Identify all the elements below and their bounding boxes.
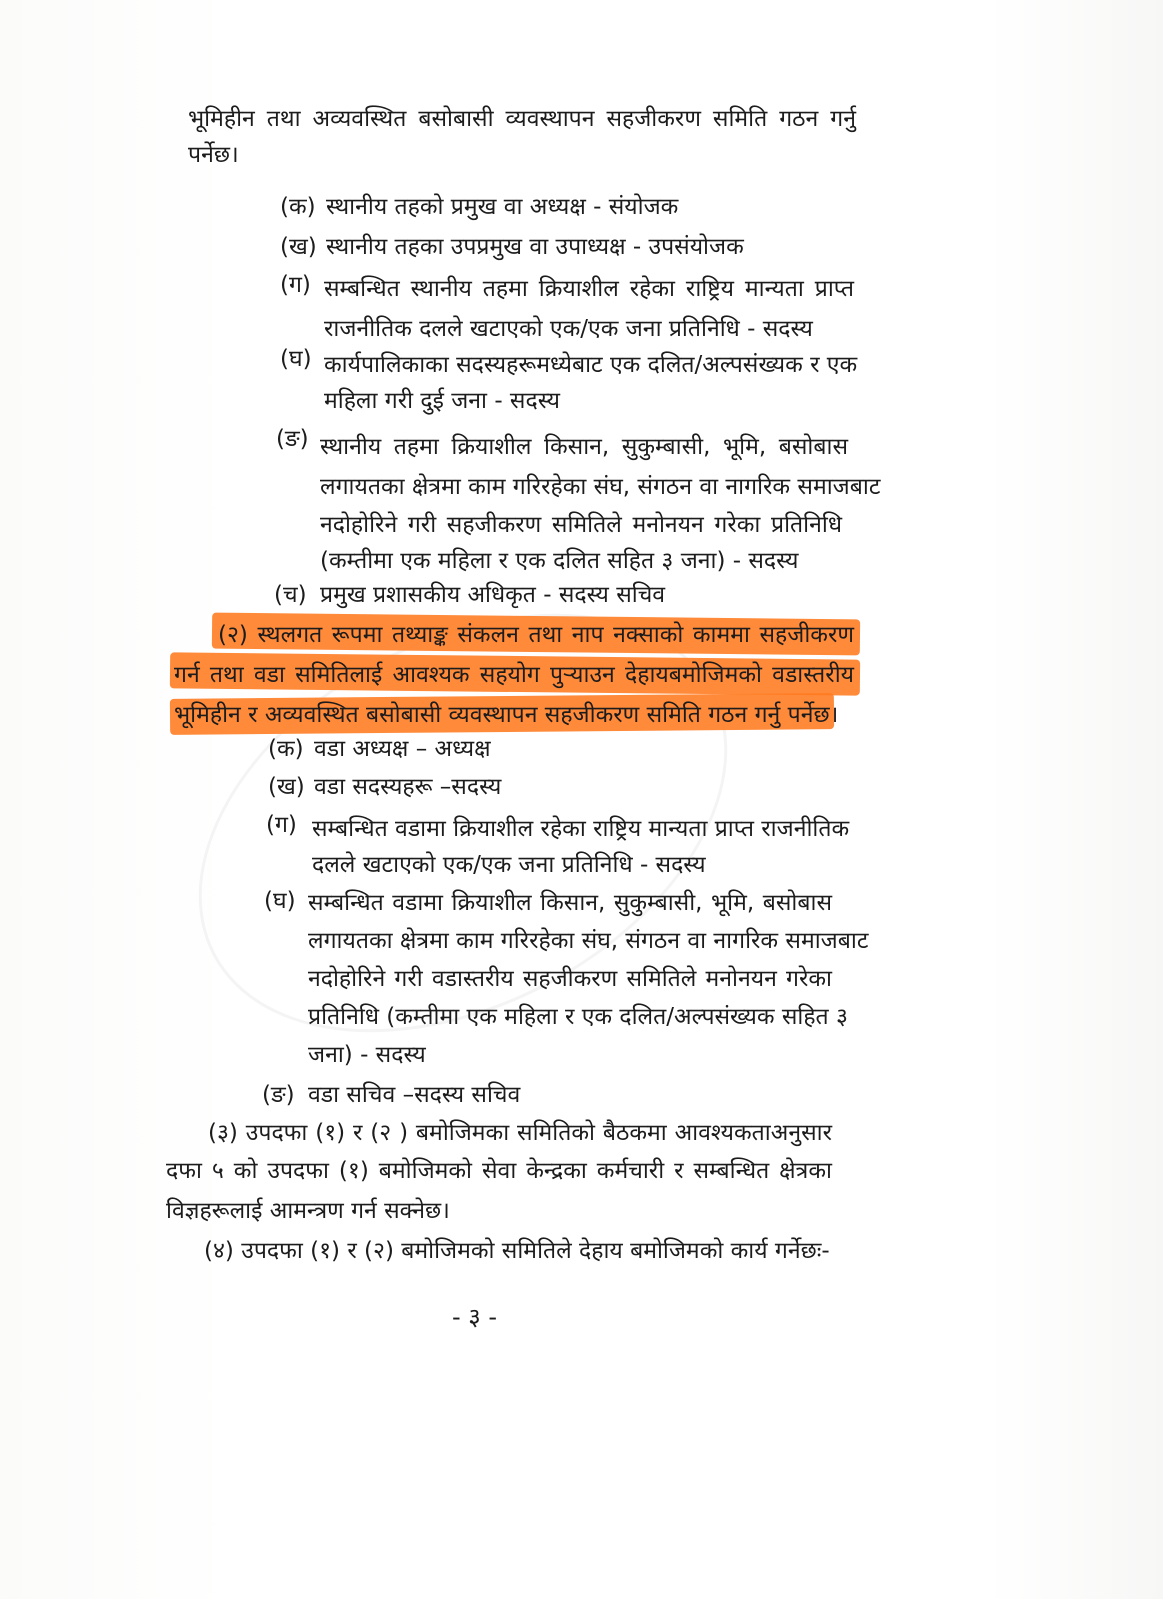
item-text: राजनीतिक दलले खटाएको एक/एक जना प्रतिनिधि - सदस्य	[324, 316, 813, 342]
highlight-line-3: भूमिहीन र अव्यवस्थित बसोबासी व्यवस्थापन सहजीकरण समिति गठन गर्नु पर्नेछ।	[174, 702, 839, 728]
intro-line-1: भूमिहीन तथा अव्यवस्थित बसोबासी व्यवस्थापन सहजीकरण समिति गठन गर्नु	[188, 106, 856, 132]
para4-line: (४) उपदफा (१) र (२) बमोजिमको समितिले देहाय बमोजिमको कार्य गर्नेछः-	[204, 1238, 830, 1264]
list-item	[280, 232, 744, 262]
para3-line-1: (३) उपदफा (१) र (२ ) बमोजिमका समितिको बैठकमा आवश्यकताअनुसार	[208, 1120, 832, 1146]
item-text: जना) - सदस्य	[308, 1042, 426, 1068]
item-label: (ङ)	[276, 426, 309, 452]
list-item	[268, 772, 501, 802]
highlight-line-1: (२) स्थलगत रूपमा तथ्याङ्क संकलन तथा नाप नक्साको काममा सहजीकरण	[218, 622, 854, 648]
item-text: सम्बन्धित स्थानीय तहमा क्रियाशील रहेका राष्ट्रिय मान्यता प्राप्त	[324, 276, 854, 302]
item-text: सम्बन्धित वडामा क्रियाशील किसान, सुकुम्बासी, भूमि, बसोबास	[308, 890, 832, 916]
item-text: वडा सदस्यहरू –सदस्य	[314, 774, 502, 800]
list-item	[262, 1080, 520, 1110]
list-item	[280, 192, 678, 222]
item-text: स्थानीय तहमा क्रियाशील किसान, सुकुम्बासी, भूमि, बसोबास	[320, 434, 848, 460]
item-label: (च)	[274, 582, 307, 608]
item-text: (कम्तीमा एक महिला र एक दलित सहित ३ जना) - सदस्य	[320, 548, 799, 574]
item-text: लगायतका क्षेत्रमा काम गरिरहेका संघ, संगठन वा नागरिक समाजबाट	[320, 474, 881, 500]
para3-line-2: दफा ५ को उपदफा (१) बमोजिमको सेवा केन्द्रका कर्मचारी र सम्बन्धित क्षेत्रका	[166, 1158, 832, 1184]
item-text: महिला गरी दुई जना - सदस्य	[324, 388, 560, 414]
highlight-line-2: गर्न तथा वडा समितिलाई आवश्यक सहयोग पुर्‍याउन देहायबमोजिमको वडास्तरीय	[174, 662, 854, 688]
item-text: प्रतिनिधि (कम्तीमा एक महिला र एक दलित/अल्पसंख्यक सहित ३	[308, 1004, 848, 1030]
item-label: (ङ)	[262, 1082, 295, 1108]
item-text: स्थानीय तहका उपप्रमुख वा उपाध्यक्ष - उपसंयोजक	[326, 234, 744, 260]
item-text: वडा सचिव –सदस्य सचिव	[308, 1082, 521, 1108]
item-text: नदोहोरिने गरी वडास्तरीय सहजीकरण समितिले मनोनयन गरेका	[308, 966, 832, 992]
para3-line-3: विज्ञहरूलाई आमन्त्रण गर्न सक्नेछ।	[166, 1198, 450, 1224]
item-label: (ख)	[280, 234, 317, 260]
item-label: (ग)	[266, 812, 297, 838]
item-text: लगायतका क्षेत्रमा काम गरिरहेका संघ, संगठन वा नागरिक समाजबाट	[308, 928, 869, 954]
page-number: - ३ -	[452, 1303, 498, 1331]
item-label: (क)	[280, 194, 316, 220]
item-text: नदोहोरिने गरी सहजीकरण समितिले मनोनयन गरेका प्रतिनिधि	[320, 512, 842, 538]
list-item	[274, 580, 665, 610]
item-label: (घ)	[264, 888, 296, 914]
item-text: स्थानीय तहको प्रमुख वा अध्यक्ष - संयोजक	[326, 194, 679, 220]
item-text: दलले खटाएको एक/एक जना प्रतिनिधि - सदस्य	[312, 852, 706, 878]
list-item	[268, 734, 491, 764]
intro-line-2: पर्नेछ।	[188, 142, 239, 168]
item-text: सम्बन्धित वडामा क्रियाशील रहेका राष्ट्रिय मान्यता प्राप्त राजनीतिक	[312, 816, 850, 842]
item-text: कार्यपालिकाका सदस्यहरूमध्येबाट एक दलित/अल्पसंख्यक र एक	[324, 352, 858, 378]
item-label: (घ)	[280, 346, 312, 372]
item-label: (क)	[268, 736, 304, 762]
item-label: (ग)	[280, 272, 311, 298]
item-text: वडा अध्यक्ष – अध्यक्ष	[314, 736, 491, 762]
item-text: प्रमुख प्रशासकीय अधिकृत - सदस्य सचिव	[320, 582, 666, 608]
item-label: (ख)	[268, 774, 305, 800]
